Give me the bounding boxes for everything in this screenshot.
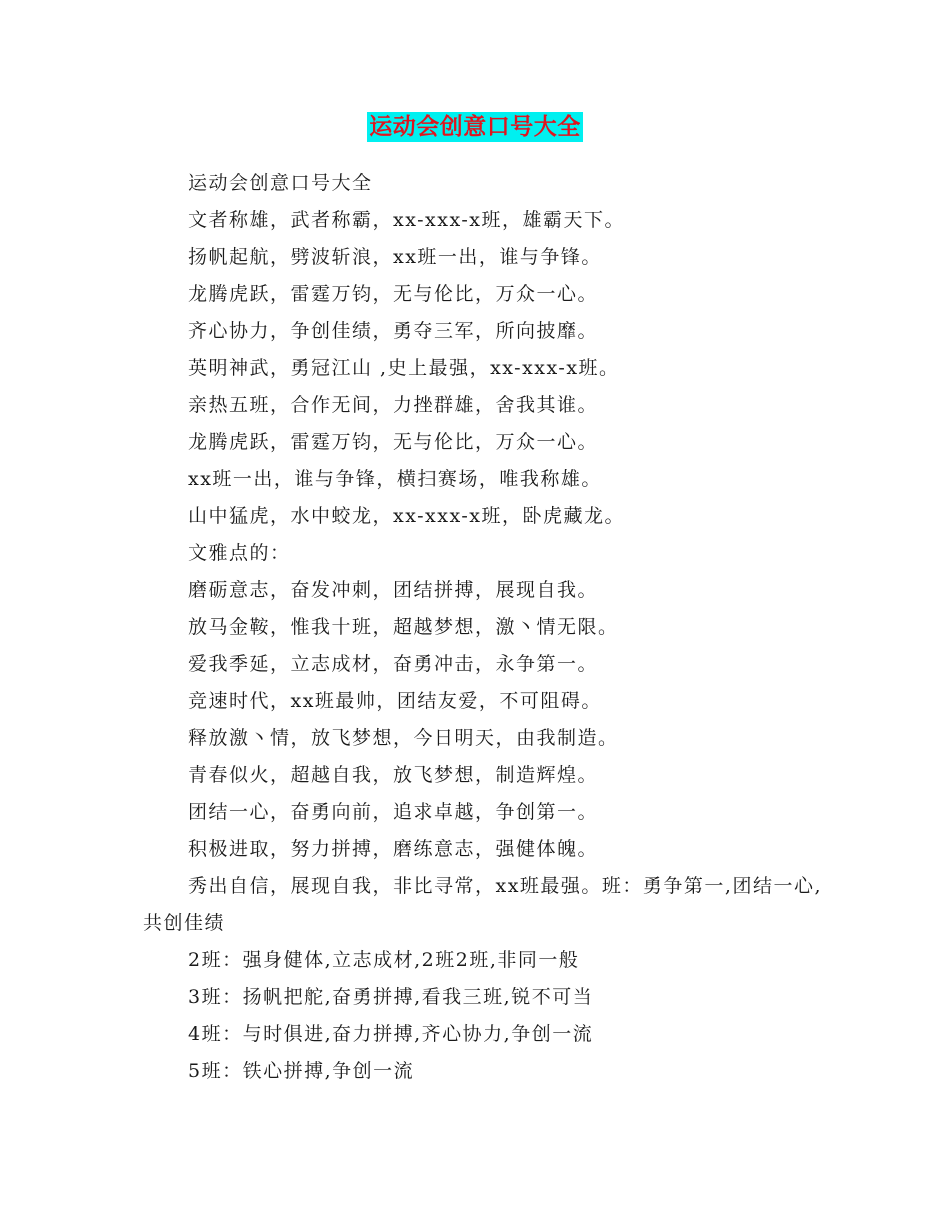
paragraph: 团结一心，奋勇向前，追求卓越，争创第一。 xyxy=(188,801,599,823)
paragraph: 文雅点的： xyxy=(188,542,291,564)
paragraph: 4班：与时俱进,奋力拼搏,齐心协力,争创一流 xyxy=(188,1023,594,1045)
paragraph: 释放激丶情，放飞梦想，今日明天，由我制造。 xyxy=(188,727,619,749)
document-title: 运动会创意口号大全 xyxy=(369,114,581,140)
paragraph: 磨砺意志，奋发冲刺，团结拼搏，展现自我。 xyxy=(188,579,599,601)
paragraph: 扬帆起航，劈波斩浪，xx班一出，谁与争锋。 xyxy=(188,246,602,268)
paragraph: 龙腾虎跃，雷霆万钧，无与伦比，万众一心。 xyxy=(188,431,599,453)
paragraph: 竞速时代，xx班最帅，团结友爱，不可阻碍。 xyxy=(188,690,602,712)
title-wrap xyxy=(0,112,950,142)
paragraph: 爱我季延，立志成材，奋勇冲击，永争第一。 xyxy=(188,653,599,675)
paragraph: 运动会创意口号大全 xyxy=(188,172,373,194)
paragraph: 山中猛虎，水中蛟龙，xx-xxx-x班，卧虎藏龙。 xyxy=(188,505,625,527)
paragraph: xx班一出，谁与争锋，横扫赛场，唯我称雄。 xyxy=(188,468,602,490)
paragraph: 3班：扬帆把舵,奋勇拼搏,看我三班,锐不可当 xyxy=(188,986,594,1008)
paragraph: 2班：强身健体,立志成材,2班2班,非同一般 xyxy=(188,949,580,971)
paragraph: 亲热五班，合作无间，力挫群雄，舍我其谁。 xyxy=(188,394,599,416)
paragraph: 齐心协力，争创佳绩，勇夺三军，所向披靡。 xyxy=(188,320,599,342)
paragraph: 文者称雄，武者称霸，xx-xxx-x班，雄霸天下。 xyxy=(188,209,625,231)
paragraph: 放马金鞍，惟我十班，超越梦想，激丶情无限。 xyxy=(188,616,619,638)
paragraph: 英明神武，勇冠江山 ,史上最强，xx-xxx-x班。 xyxy=(188,357,620,379)
paragraph: 积极进取，努力拼搏，磨练意志，强健体魄。 xyxy=(188,838,599,860)
document-body xyxy=(143,165,823,1090)
paragraph: 青春似火，超越自我，放飞梦想，制造辉煌。 xyxy=(188,764,599,786)
paragraph: 5班：铁心拼搏,争创一流 xyxy=(188,1060,415,1082)
paragraph: 龙腾虎跃，雷霆万钧，无与伦比，万众一心。 xyxy=(188,283,599,305)
paragraph: 秀出自信，展现自我，非比寻常，xx班最强。班：勇争第一,团结一心,共创佳绩 xyxy=(143,875,823,934)
